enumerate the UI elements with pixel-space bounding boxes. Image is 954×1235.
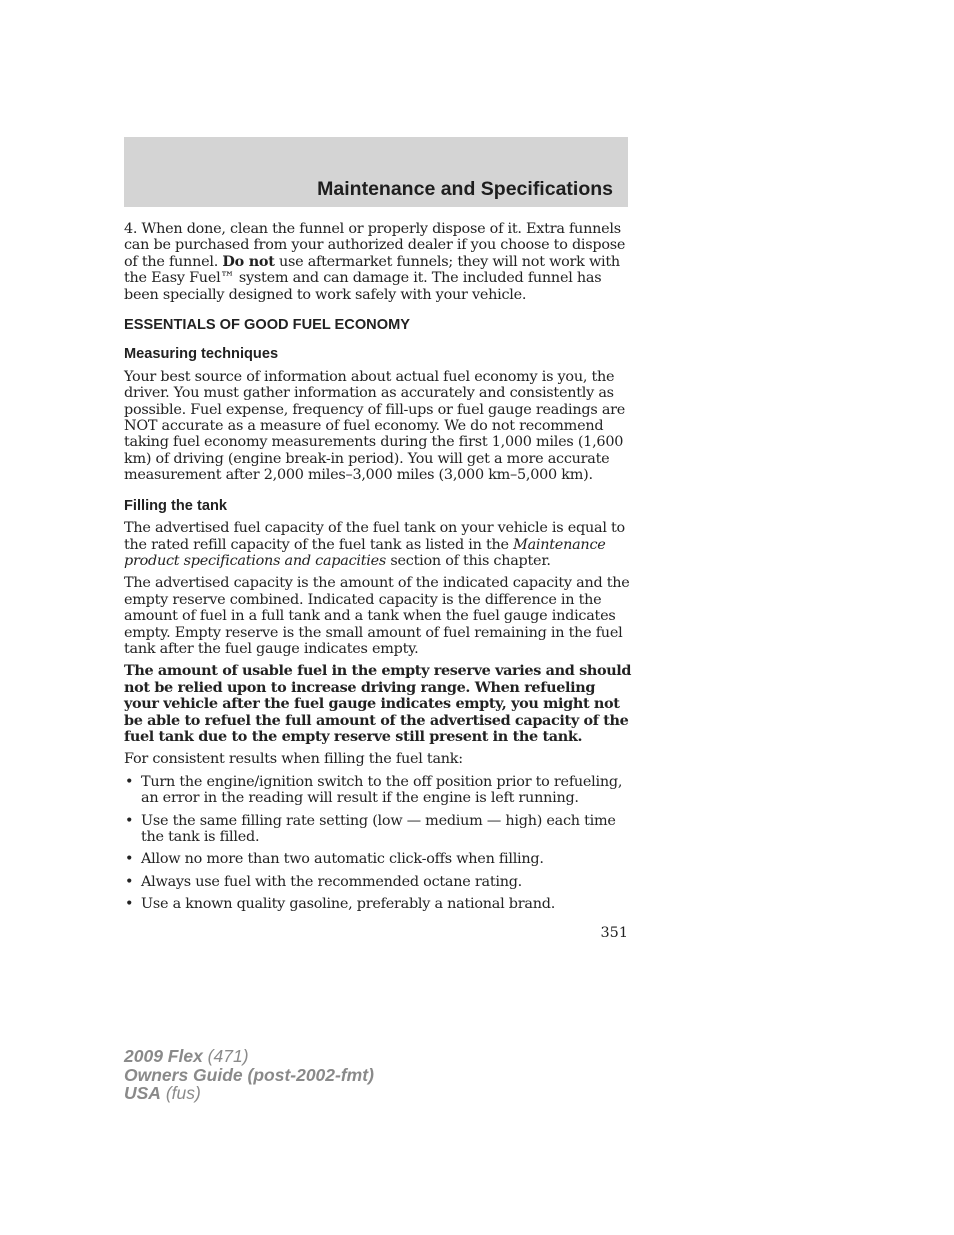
list-item	[124, 896, 632, 912]
chapter-header-bar	[124, 137, 628, 207]
step-4-text-start: 4. When done, clean the funnel or properly dispose of it. Extra funnels can be purchased from your authorized dealer if you choose to dispose of the funnel.	[124, 221, 626, 270]
chapter-title: Maintenance and Specifications	[317, 178, 613, 200]
filling-paragraph-2: The advertised capacity is the amount of the indicated capacity and the empty reserve combined. Indicated capacity is the difference in the amount of fuel in a full tank and a tank when the fuel gauge indicates empty. Empty reserve is the small amount of fuel remaining in the fuel tank after the fuel gauge indicates empty.	[124, 575, 630, 657]
page-number: 351	[600, 925, 628, 941]
footer-model-code: (471)	[202, 1046, 249, 1066]
filling-heading: Filling the tank	[124, 497, 227, 514]
footer-market-code: (fus)	[160, 1083, 201, 1103]
list-item	[124, 874, 632, 890]
filling-p1-start: The advertised fuel capacity of the fuel tank on your vehicle is equal to the rated refill capacity of the fuel tank as listed in the	[124, 520, 625, 553]
footer-line-1	[124, 1047, 374, 1066]
list-item	[124, 774, 632, 807]
step-4-paragraph	[124, 221, 632, 303]
bullet-icon: •	[125, 812, 134, 829]
section-heading: ESSENTIALS OF GOOD FUEL ECONOMY	[124, 317, 410, 334]
footer-model: 2009 Flex	[124, 1046, 203, 1066]
filling-p1-end: section of this chapter.	[386, 552, 551, 569]
filling-tips-list	[124, 774, 632, 913]
step-4-bold-text: Do not	[222, 252, 275, 270]
measuring-heading: Measuring techniques	[124, 346, 279, 363]
chapter-reference: Maintenance product specifications and capacities	[124, 536, 606, 569]
list-item-text: Turn the engine/ignition switch to the off position prior to refueling, an error in the reading will result if the engine is left running.	[141, 773, 623, 807]
list-item-text: Always use fuel with the recommended octane rating.	[141, 873, 523, 890]
page-content	[124, 221, 632, 919]
warning-paragraph: The amount of usable fuel in the empty reserve varies and should not be relied upon to increase driving range. When refueling your vehicle after the fuel gauge indicates empty, you might not be able to refuel the full amount of the advertised capacity of the fuel tank due to the empty reserve still present in the tank.	[124, 662, 632, 745]
filling-paragraph-1	[124, 520, 632, 569]
footer-guide: Owners Guide (post-2002-fmt)	[124, 1064, 374, 1085]
bullet-icon: •	[125, 851, 134, 868]
list-item-text: Use the same filling rate setting (low — medium — high) each time the tank is filled.	[141, 812, 616, 845]
list-item-text: Allow no more than two automatic click-offs when filling.	[141, 851, 544, 868]
filling-intro: For consistent results when filling the fuel tank:	[124, 751, 463, 768]
list-item	[124, 851, 632, 867]
step-4-text-end: use aftermarket funnels; they will not work with the Easy Fuel™ system and can damage it. The included funnel has been specially designed to work safely with your vehicle.	[124, 253, 620, 303]
footer-market: USA	[124, 1083, 161, 1103]
bullet-icon: •	[125, 873, 134, 890]
bullet-icon: •	[125, 896, 134, 913]
measuring-paragraph: Your best source of information about actual fuel economy is you, the driver. You must gather information as accurately and consistently as possible. Fuel expense, frequency of fill-ups or fuel gauge readings are NOT accurate as a measure of fuel economy. We do not recommend taking fuel economy measurements during the first 1,000 miles (1,600 km) of driving (engine break-in period). You will get a more accurate measurement after 2,000 miles–3,000 miles (3,000 km–5,000 km).	[124, 368, 626, 484]
footer-line-3	[124, 1084, 374, 1103]
bullet-icon: •	[125, 773, 134, 790]
document-footer	[124, 1047, 374, 1103]
list-item-text: Use a known quality gasoline, preferably a national brand.	[141, 896, 556, 913]
list-item	[124, 813, 632, 846]
footer-line-2	[124, 1066, 374, 1085]
